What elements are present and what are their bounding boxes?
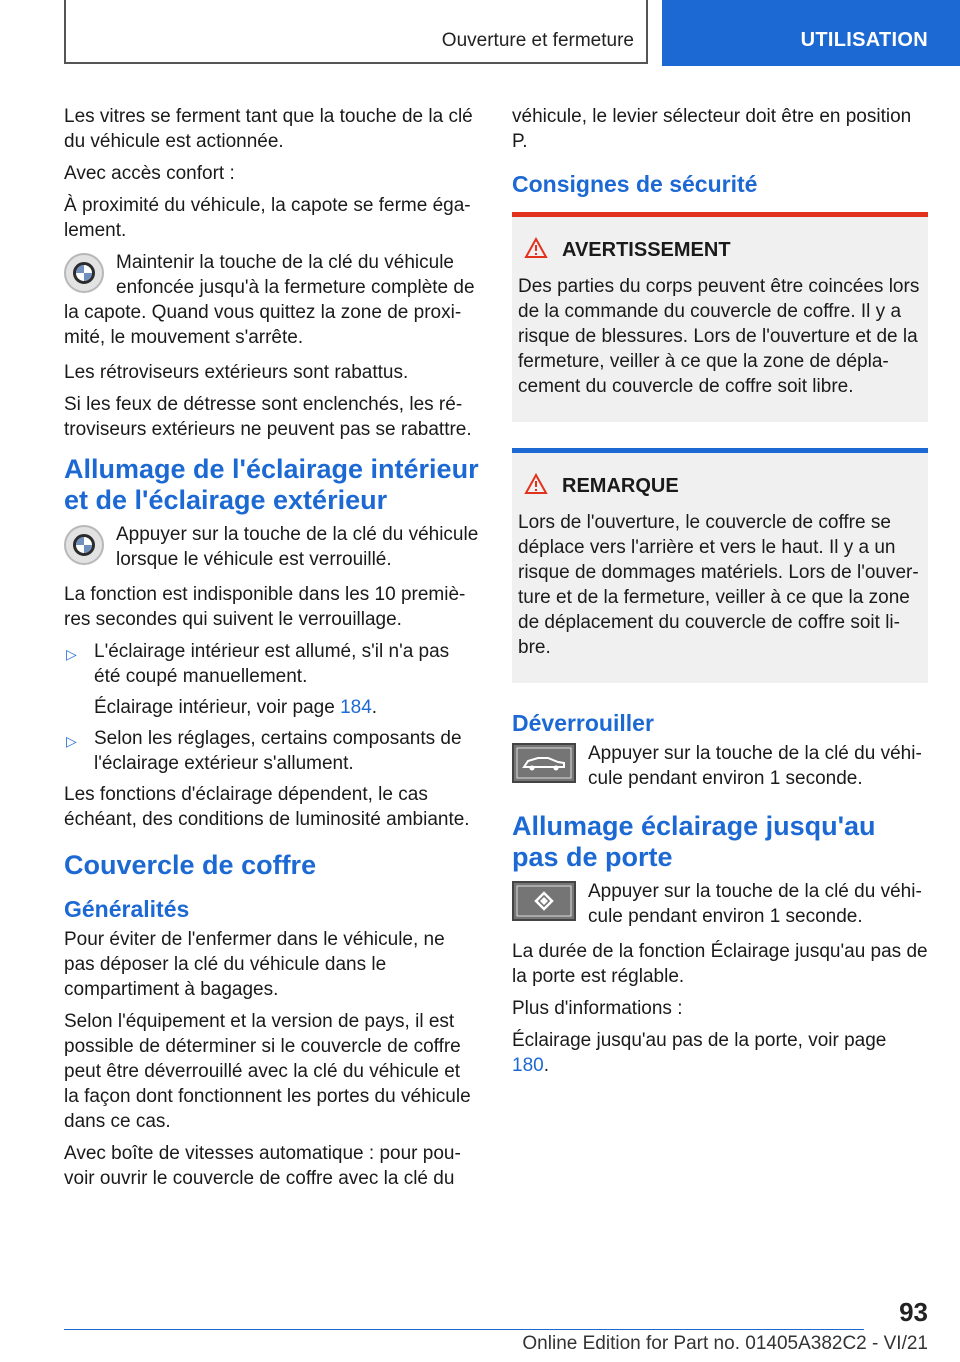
right-column [512, 104, 928, 1085]
header-chapter-tab [662, 0, 960, 66]
paragraph: Si les feux de détresse sont enclenchés, les rétroviseurs extérieurs ne peuvent pas se rabattre. [64, 394, 472, 440]
header-section-title: Ouverture et fermeture [441, 30, 634, 51]
key-instruction [64, 522, 480, 572]
cross-reference: Éclairage jusqu'au pas de la porte, voir page 180. [512, 1030, 887, 1076]
cross-reference: Éclairage intérieur, voir page 184. [94, 697, 378, 718]
section-heading-trunk: Couvercle de coffre [64, 850, 317, 880]
page-link-180[interactable]: 180 [512, 1055, 544, 1076]
page-link-184[interactable]: 184 [340, 697, 372, 718]
footer-divider [64, 1329, 864, 1330]
warning-triangle-icon [524, 237, 548, 266]
paragraph: véhicule, le levier sélecteur doit être en position P. [512, 106, 912, 152]
paragraph: La fonction est indisponible dans les 10 premières secondes qui suivent le verrouillage. [64, 584, 466, 630]
key-instruction [512, 741, 928, 791]
paragraph: Plus d'informations : [512, 998, 683, 1019]
bmw-key-icon [64, 525, 104, 565]
section-heading-safety: Consignes de sécurité [512, 171, 758, 197]
paragraph: À proximité du véhicule, la capote se ferme également. [64, 195, 471, 241]
section-heading-lighting: Allumage de l'éclairage intérieur et de l'éclairage extérieur [64, 454, 479, 515]
header-chapter-title: UTILISATION [800, 29, 928, 51]
left-column [64, 104, 480, 1198]
list-item: ▷ Selon les réglages, certains composants de l'éclairage extérieur s'allument. [66, 728, 462, 774]
header-section-tab [64, 0, 648, 64]
diamond-button-icon [512, 881, 576, 921]
paragraph: Maintenir la touche de la clé du véhicule enfoncée jusqu'à la fermeture complète de la capote. Quand vous quittez la zone de proximité, le mouvement s'arrête. [64, 252, 475, 348]
note-text: Lors de l'ouverture, le couvercle de coffre se déplace vers l'arrière et vers le haut. Il y a un risque de dommages matériels. Lors de l'ouverture et de la fermeture, veiller à ce que la zone de déplacement du couvercle de coffre soit libre. [518, 512, 919, 658]
subheading-general: Généralités [64, 896, 190, 922]
bullet-triangle-icon: ▷ [66, 646, 77, 662]
note-box [512, 448, 928, 683]
paragraph: Selon l'équipement et la version de pays, il est possible de déterminer si le couvercle de coffre peut être déverrouillé avec la clé du véhicule et la façon dont fonctionnent les portes du véhicule dans ce cas. [64, 1011, 471, 1132]
page-number: 93 [899, 1297, 928, 1327]
list-item: ▷ L'éclairage intérieur est allumé, s'il n'a pas été coupé manuellement. Éclairage intérieur, voir page 184. [64, 639, 480, 720]
note-title: REMARQUE [518, 473, 922, 502]
footer-edition: Online Edition for Part no. 01405A382C2 - VI/21 [522, 1333, 928, 1354]
paragraph: Les fonctions d'éclairage dépendent, le cas échéant, des conditions de luminosité ambiante. [64, 784, 470, 830]
paragraph: Avec boîte de vitesses automatique : pour pouvoir ouvrir le couvercle de coffre avec la clé du [64, 1143, 461, 1189]
key-instruction [512, 879, 928, 929]
paragraph: Appuyer sur la touche de la clé du véhicule pendant environ 1 seconde. [588, 743, 922, 789]
trunk-button-icon [512, 743, 576, 783]
paragraph: Avec accès confort : [64, 163, 235, 184]
paragraph: La durée de la fonction Éclairage jusqu'au pas de la porte est réglable. [512, 941, 928, 987]
warning-triangle-icon [524, 473, 548, 502]
paragraph: Les vitres se ferment tant que la touche de la clé du véhicule est actionnée. [64, 106, 473, 152]
paragraph: Appuyer sur la touche de la clé du véhicule lorsque le véhicule est verrouillé. [116, 524, 479, 570]
paragraph: Appuyer sur la touche de la clé du véhicule pendant environ 1 seconde. [588, 881, 922, 927]
bmw-key-icon [64, 253, 104, 293]
subheading-unlock: Déverrouiller [512, 710, 654, 736]
bullet-triangle-icon: ▷ [66, 733, 77, 749]
section-heading-pathway: Allumage éclairage jusqu'au pas de porte [512, 811, 876, 872]
warning-box [512, 212, 928, 422]
key-instruction [64, 250, 480, 350]
bullet-list [64, 639, 480, 776]
warning-text: Des parties du corps peuvent être coincées lors de la commande du couvercle de coffre. Il y a risque de blessures. Lors de l'ouverture et de la fermeture, veiller à ce que la zone de déplacement du couvercle de coffre soit libre. [518, 276, 920, 397]
warning-title: AVERTISSEMENT [518, 237, 922, 266]
paragraph: Les rétroviseurs extérieurs sont rabattus. [64, 362, 409, 383]
paragraph: Pour éviter de l'enfermer dans le véhicule, ne pas déposer la clé du véhicule dans le compartiment à bagages. [64, 929, 445, 1000]
